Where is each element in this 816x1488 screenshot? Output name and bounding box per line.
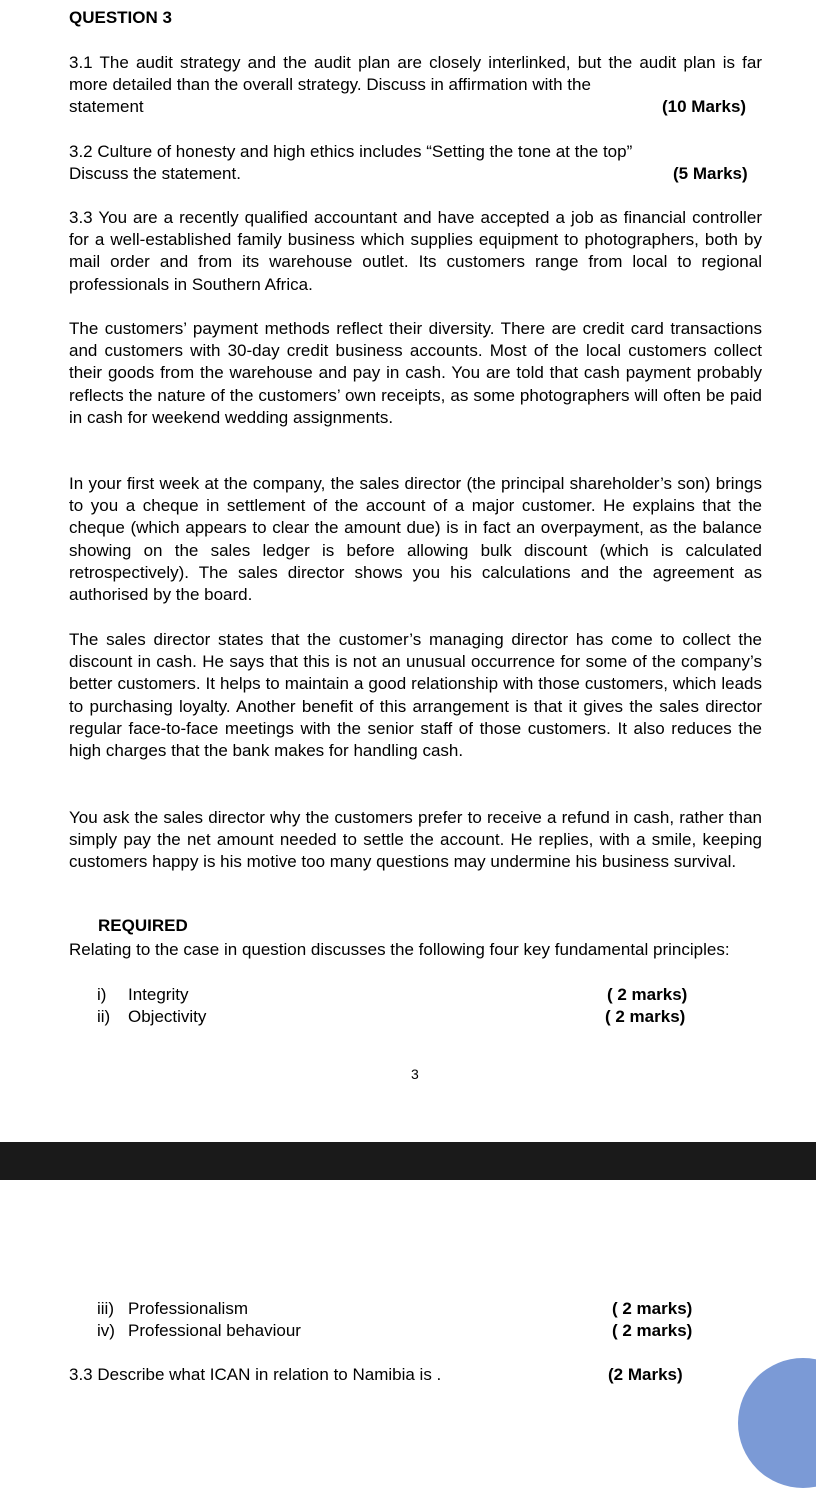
principle-number: i) [97, 985, 107, 1004]
page-number: 3 [411, 1066, 419, 1082]
q33b-text: 3.3 Describe what ICAN in relation to Namibia is . [69, 1365, 442, 1384]
principle-label: Professionalism [128, 1299, 248, 1318]
principle-marks: ( 2 marks) [605, 1007, 686, 1026]
q32-text: 3.2 Culture of honesty and high ethics includes “Setting the tone at the top” [69, 142, 633, 161]
q33-paragraph-5: You ask the sales director why the customers prefer to receive a refund in cash, rather than simply pay the net amount needed to settle the account. He replies, with a smile, keeping customers happy is his motive too many questions may undermine his business survival. [69, 808, 762, 872]
principle-number: iii) [97, 1299, 114, 1318]
principle-marks: ( 2 marks) [612, 1299, 693, 1318]
question-title: QUESTION 3 [69, 8, 172, 27]
principle-label: Professional behaviour [128, 1321, 301, 1340]
q33-paragraph-4: The sales director states that the customer’s managing director has come to collect the discount in cash. He says that this is not an unusual occurrence for some of the company’s better customers. It helps to maintain a good relationship with those customers, which leads to purchasing loyalty. Another benefit of this arrangement is that it gives the sales director regular face-to-face meetings with the senior staff of those customers. It also reduces the high charges that the bank makes for handling cash. [69, 630, 762, 761]
principle-marks: ( 2 marks) [612, 1321, 693, 1340]
principle-label: Integrity [128, 985, 189, 1004]
q31-last-word: statement [69, 97, 144, 116]
q33-paragraph-3: In your first week at the company, the sales director (the principal shareholder’s son) brings to you a cheque in settlement of the account of a major customer. He explains that the cheque (which appears to clear the amount due) is in fact an overpayment, as the balance showing on the sales ledger is before allowing bulk discount (which is calculated retrospectively). The sales director shows you his calculations and the agreement as authorised by the board. [69, 474, 762, 605]
q32-marks: (5 Marks) [673, 164, 748, 183]
principle-number: iv) [97, 1321, 115, 1340]
principle-marks: ( 2 marks) [607, 985, 688, 1004]
q33b-marks: (2 Marks) [608, 1365, 683, 1384]
document-page-2 [0, 1180, 816, 1397]
q32-instruction: Discuss the statement. [69, 164, 241, 183]
q31-marks: (10 Marks) [662, 97, 747, 116]
q31-text: 3.1 The audit strategy and the audit plan are closely interlinked, but the audit plan is far more detailed than the overall strategy. Discuss in affirmation with the [69, 53, 762, 95]
q33-paragraph-1: 3.3 You are a recently qualified accountant and have accepted a job as financial controller for a well-established family business which supplies equipment to photographers, both by mail order and from its warehouse outlet. Its customers range from local to regional professionals in Southern Africa. [69, 208, 762, 294]
principle-number: ii) [97, 1007, 111, 1026]
required-intro: Relating to the case in question discusses the following four key fundamental principles: [69, 940, 730, 959]
page-divider [0, 1142, 816, 1180]
required-heading: REQUIRED [98, 916, 188, 935]
q33-paragraph-2: The customers’ payment methods reflect their diversity. There are credit card transactions and customers with 30-day credit business accounts. Most of the local customers collect their goods from the warehouse and pay in cash. You are told that cash payment probably reflects the nature of the customers’ own receipts, as some photographers will often be paid in cash for weekend wedding assignments. [69, 319, 762, 427]
principle-label: Objectivity [128, 1007, 207, 1026]
